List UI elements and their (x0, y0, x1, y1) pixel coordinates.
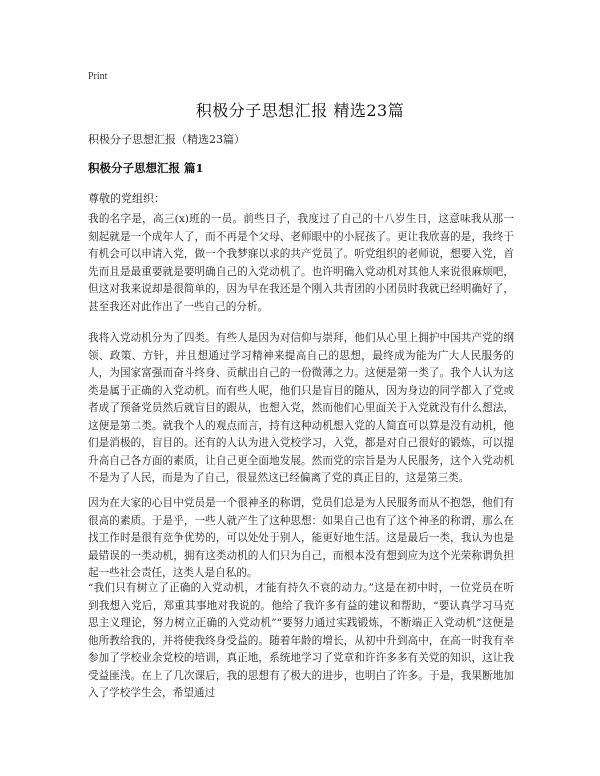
document-subtitle: 积极分子思想汇报（精选23篇） (88, 133, 245, 146)
paragraph-1: 我的名字是，高三(x)班的一员。前些日子，我度过了自己的十八岁生日，这意味我从那一刻起就是一个成年人了，而不再是个父母、老师眼中的小屁孩了。更让我欣喜的是，我终于有机会可以申请入党，做一个我梦寐以求的共产党员了。听党组织的老师说，想要入党，首先而且是最重要就是要明确自己的入党动机了。也许明确入党动机对其他人来说很麻烦吧，但这对我来说却是很简单的，因为早在我还是个刚入共青团的小团员时我就已经明确好了，甚至我还对此作出了一些自己的分析。 (88, 213, 514, 313)
print-link[interactable]: Print (88, 71, 108, 82)
section-heading: 积极分子思想汇报 篇1 (88, 161, 204, 175)
paragraph-4: “我们只有树立了正确的入党动机，才能有持久不衰的动力。”这是在初中时，一位党员在听到我想入党后，郑重其事地对我说的。他给了我许多有益的建议和帮助，“要认真学习马克思主义理论，努力树立正确的入党动机”“要努力通过实践锻炼，不断端正入党动机”这便是他所教给我的，并将使我终身受益的。随着年龄的增长，从初中升到高中，在高一时我有幸参加了学校业余党校的培训，真正地，系统地学习了党章和许许多多有关党的知识，这让我受益匪浅。在上了几次课后，我的思想有了极大的进步，也明白了许多。于是，我果断地加入了学校学生会，希望通过 (88, 582, 514, 699)
document-title: 积极分子思想汇报 精选23篇 (195, 101, 405, 120)
greeting: 尊敬的党组织： (88, 192, 165, 205)
paragraph-2: 我将入党动机分为了四类。有些人是因为对信仰与崇拜，他们从心里上拥护中国共产党的纲领、政策、方针，并且想通过学习精神来提高自己的思想，最终成为能为广大人民服务的人，为国家富强而奋斗终身、贡献出自己的一份微薄之力。这便是第一类了。我个人认为这类是属于正确的入党动机。而有些人呢，他们只是盲目的随从，因为身边的同学都入了党或者成了预备党员然后就盲目的跟从，也想入党，然而他们心里面关于入党就没有什么想法，这便是第二类。就我个人的观点而言，持有这种动机想入党的人简直可以算是没有动机，他们是消极的，盲目的。还有的人认为进入党校学习，入党，都是对自己很好的锻炼，可以提升高自己各方面的素质，让自己更全面地发展。然而党的宗旨是为人民服务，这个入党动机不是为了人民，而是为了自己，很显然这已经偏离了党的真正目的，这是第三类。 (88, 332, 514, 484)
paragraph-3: 因为在大家的心目中党员是一个很神圣的称谓，党员们总是为人民服务而从不抱怨，他们有很高的素质。于是乎，一些人就产生了这种思想：如果自己也有了这个神圣的称谓，那么在找工作时是很有竞争优势的，可以处处于别人，能更好地生活。这是最后一类，我认为也是最错误的一类动机，拥有这类动机的人们只为自己，而根本没有想到应为这个光荣称谓负担起一些社会责任，这类人是自私的。 (88, 497, 514, 579)
